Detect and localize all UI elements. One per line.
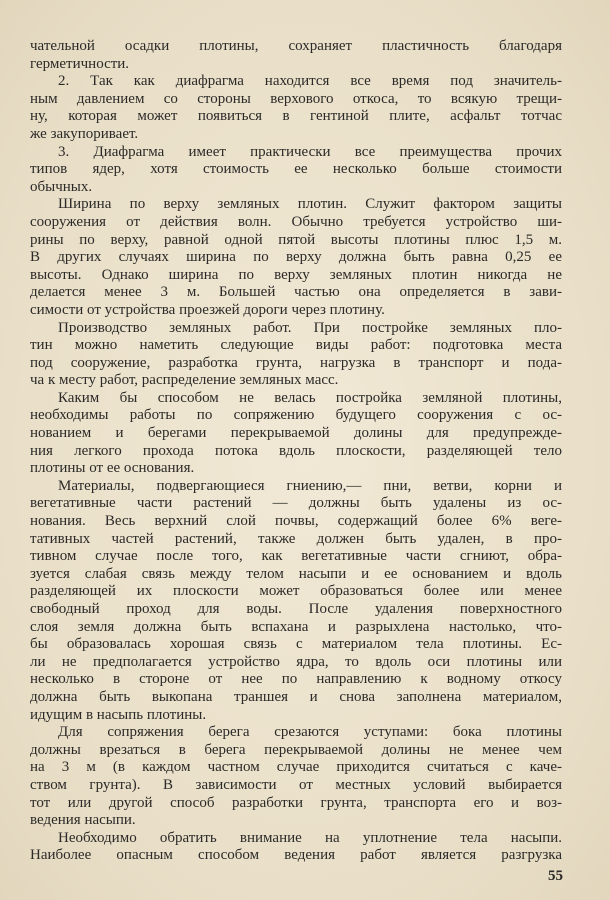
text-line: бы образовалась хорошая связь с материалом тела плотины. Ес- [30, 636, 562, 653]
text-line: на 3 м (в каждом частном случае приходится считаться с каче- [30, 759, 562, 776]
paragraph [30, 724, 562, 830]
text-line: типов ядер, хотя стоимость ее несколько больше стоимости [30, 161, 562, 178]
text-line: необходимы работы по сопряжению будущего сооружения с ос- [30, 407, 562, 424]
paragraph [30, 390, 562, 478]
text-line: симости от устройства проезжей дороги через плотину. [30, 301, 385, 318]
text-line: сооружения от действия волн. Обычно требуется устройство ши- [30, 213, 562, 230]
text-line: ча к месту работ, распределение земляных масс. [30, 372, 339, 389]
text-line: же закупоривает. [30, 125, 139, 142]
text-line: тин можно наметить следующие виды работ: подготовка места [30, 337, 562, 354]
paragraph [30, 38, 562, 73]
text-line: нования. Весь верхний слой почвы, содержащий более 6% веге- [30, 513, 562, 530]
text-line: должна быть выкопана траншея и снова заполнена материалом, [30, 688, 562, 705]
text-line: разделяющей их плоскости может образоваться более или менее [30, 583, 562, 600]
paragraph [30, 144, 562, 197]
text-line: несколько в стороне от нее по направлению к водному откосу [30, 671, 562, 688]
text-line: Материалы, подвергающиеся гниению,— пни, ветви, корни и [58, 477, 562, 494]
paragraph [30, 478, 562, 724]
text-line: тивном случае после того, как вегетативные части сгниют, обра- [30, 548, 562, 565]
text-line: Необходимо обратить внимание на уплотнение тела насыпи. [58, 829, 562, 846]
text-line: ли не предполагается устройство ядра, то вдоль оси плотины или [30, 653, 562, 670]
text-line: Каким бы способом не велась постройка земляной плотины, [58, 389, 562, 406]
text-line: 3. Диафрагма имеет практически все преимущества прочих [58, 143, 562, 160]
text-line: свободный проход для воды. После удаления поверхностного [30, 601, 562, 617]
text-line: герметичности. [30, 55, 130, 72]
text-line: Для сопряжения берега срезаются уступами: бока плотины [58, 724, 562, 741]
text-line: идущим в насыпь плотины. [30, 706, 207, 723]
paragraph [30, 320, 562, 390]
paragraph [30, 196, 562, 319]
text-line: должны врезаться в берега перекрываемой долины не менее чем [30, 741, 562, 758]
text-line: Производство земляных работ. При постройке земляных пло- [58, 319, 562, 336]
text-line: высоты. Однако ширина по верху земляных плотин никогда не [30, 266, 562, 283]
text-line: В других случаях ширина по верху должна быть равна 0,25 ее [30, 249, 562, 266]
paragraph [30, 830, 562, 865]
body-text [30, 38, 562, 865]
text-line: делается менее 3 м. Большей частью она определяется в зави- [30, 284, 562, 301]
text-line: чательной осадки плотины, сохраняет пластичность благодаря [30, 38, 562, 54]
text-line: Наиболее опасным способом ведения работ является разгрузка [30, 847, 562, 864]
text-line: ством грунта). В зависимости от местных условий выбирается [30, 776, 562, 793]
text-line: зуется слабая связь между телом насыпи и ее основанием и вдоль [30, 565, 562, 582]
text-line: ным давлением со стороны верхового откоса, то всякую трещи- [30, 90, 562, 107]
text-line: под сооружение, разработка грунта, нагрузка в транспорт и пода- [30, 354, 562, 371]
text-line: Ширина по верху земляных плотин. Служит фактором защиты [58, 196, 562, 213]
text-line: 2. Так как диафрагма находится все время под значитель- [58, 73, 562, 90]
paragraph [30, 73, 562, 143]
text-line: вегетативные части растений — должны быть удалены из ос- [30, 495, 562, 512]
page-number: 55 [548, 868, 563, 884]
text-line: тативных частей растений, также должен быть удален, в про- [30, 530, 562, 547]
text-line: обычных. [30, 178, 93, 195]
text-line: ну, которая может появиться в гентиной плите, асфальт тотчас [30, 108, 562, 125]
text-line: слоя земля должна быть вспахана и разрыхлена настолько, что- [30, 618, 562, 635]
text-line: плотины от ее основания. [30, 460, 195, 477]
text-line: нованием и берегами перекрываемой долины для предупрежде- [30, 425, 562, 442]
text-line: ведения насыпи. [30, 812, 136, 829]
text-line: ния легкого прохода потока вдоль плоскости, разделяющей тело [30, 442, 562, 459]
text-line: рины по верху, равной одной пятой высоты плотины плюс 1,5 м. [30, 231, 562, 248]
text-line: тот или другой способ разработки грунта, транспорта его и воз- [30, 794, 562, 811]
